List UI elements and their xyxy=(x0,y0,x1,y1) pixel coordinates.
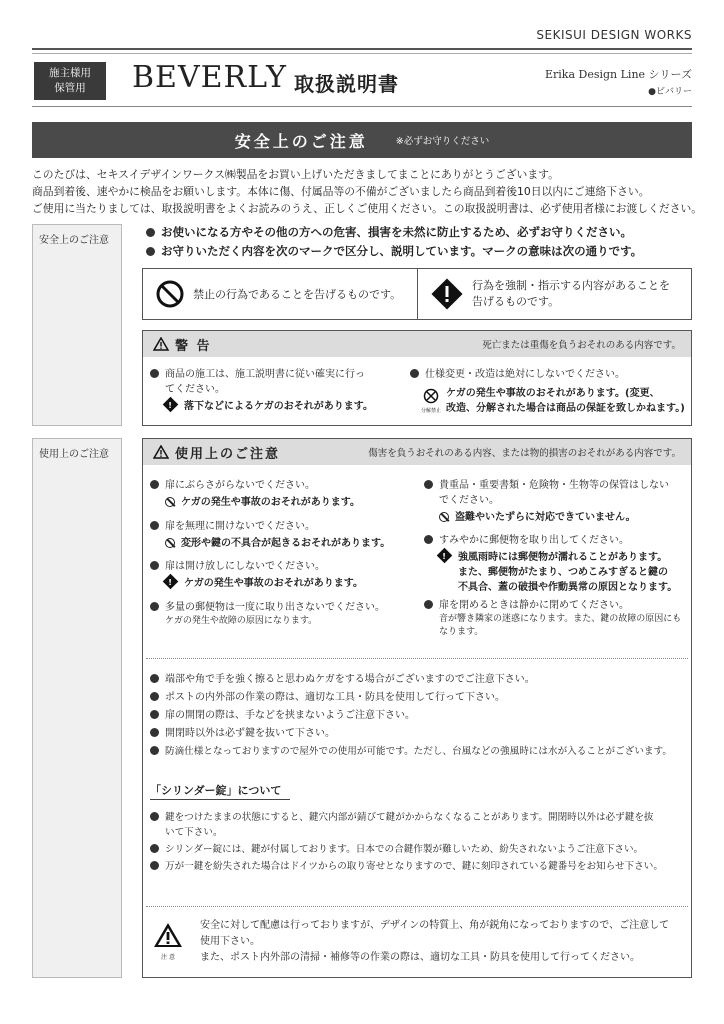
product-name: BEVERLY xyxy=(132,60,287,95)
item-text: 貴重品・重要書類・危険物・生物等の保管はしない xyxy=(439,480,669,491)
cylinder-item xyxy=(150,810,690,840)
warning-item-left xyxy=(150,367,373,414)
usage-item xyxy=(150,600,385,628)
item-text: でください。 xyxy=(439,495,499,506)
item-text: すみやかに郵便物を取り出してください。 xyxy=(439,535,629,546)
item-text: 扉を無理に開けないでください。 xyxy=(165,521,315,532)
warning-title: 警 告 xyxy=(175,338,212,354)
cylinder-lock-title: 「シリンダー錠」について xyxy=(150,784,282,797)
bullet-dot-icon xyxy=(150,674,159,683)
caution-triangle-icon xyxy=(153,445,169,459)
cylinder-title-underline xyxy=(150,799,290,800)
prohibit-text: 禁止の行為であることを告げるものです。 xyxy=(193,288,402,301)
item-subtext: 落下などによるケガのおそれがあります。 xyxy=(184,401,373,412)
header-rule xyxy=(32,48,692,50)
bullet-dot-icon xyxy=(150,480,159,489)
final-caution-text xyxy=(200,918,669,966)
usage-title: 使用上のご注意 xyxy=(175,446,281,462)
item-text: 多量の郵便物は一度に取り出さないでください。 xyxy=(165,602,385,613)
bullet-dot-icon xyxy=(150,602,159,611)
series-subname: ●ビバリー xyxy=(648,87,692,97)
side-label-usage xyxy=(32,438,122,978)
bullet-dot-icon xyxy=(424,600,433,609)
bullet-dot-icon xyxy=(146,247,155,256)
caution-line: 使用下さい。 xyxy=(200,936,260,947)
item-subtext: 音が響き隣家の迷惑になります。また、鍵の故障の原因にも xyxy=(439,614,682,624)
brand-name: SEKISUI DESIGN WORKS xyxy=(536,28,692,42)
dotted-divider xyxy=(146,906,688,907)
bullet-dot-icon xyxy=(150,561,159,570)
item-subtext: ケガの発生や事故のおそれがあります。 xyxy=(181,497,360,508)
bullet-dot-icon xyxy=(150,710,159,719)
bullet-dot-icon xyxy=(150,728,159,737)
bullet-dot-icon xyxy=(410,369,419,378)
usage-item xyxy=(150,478,360,510)
bullet-dot-icon xyxy=(424,535,433,544)
item-subtext: ケガの発生や故障の原因になります。 xyxy=(165,616,318,626)
item-text: 扉は開け放しにしないでください。 xyxy=(165,561,325,572)
owner-copy-tag xyxy=(34,62,106,100)
item-subtext: なります。 xyxy=(439,627,484,637)
series-name: Erika Design Line シリーズ xyxy=(544,68,692,81)
intro-text xyxy=(32,166,702,217)
bullet-dot-icon xyxy=(150,746,159,755)
mandatory-icon xyxy=(437,548,453,564)
item-text: ポストの内外部の作業の際は、適切な工具・防具を使用して行って下さい。 xyxy=(165,692,505,703)
banner-title: 安全上のご注意 xyxy=(234,131,368,151)
usage-desc: 傷害を負うおそれのある内容、または物的損害のおそれがある内容です。 xyxy=(368,448,681,459)
document-title: 取扱説明書 xyxy=(294,72,399,96)
bullet-dot-icon xyxy=(424,480,433,489)
item-subtext: 盗難やいたずらに対応できていません。 xyxy=(455,512,636,523)
bullet-dot-icon xyxy=(150,692,159,701)
prohibit-icon xyxy=(439,512,449,522)
item-subtext: また、郵便物がたまり、つめこみすぎると鍵の xyxy=(458,567,668,578)
header-bottom-rule xyxy=(32,106,692,107)
general-item xyxy=(150,672,690,687)
bullet-dot-icon xyxy=(150,844,159,853)
item-subtext: ケガの発生や事故のおそれがあります。(変更、 xyxy=(446,388,660,399)
bullet-dot-icon xyxy=(150,812,159,821)
general-item xyxy=(150,744,690,759)
warning-header xyxy=(143,331,691,357)
disassembly-prohibited-mark xyxy=(420,388,442,414)
bullet-dot-icon xyxy=(150,369,159,378)
usage-item xyxy=(150,519,390,551)
warning-triangle-icon xyxy=(153,337,169,351)
item-text: 商品の施工は、施工説明書に従い確実に行っ xyxy=(165,369,365,380)
intro-line: このたびは、セキスイデザインワークス㈱製品をお買い上げいただきましてまことにありがとうございます。 xyxy=(32,168,559,181)
item-subtext: 不具合、蓋の破損や作動異常の原因となります。 xyxy=(458,582,678,593)
item-text: 扉にぶらさがらないでください。 xyxy=(165,480,315,491)
mandatory-icon xyxy=(430,277,464,311)
item-text: てください。 xyxy=(165,384,225,395)
mandatory-text-line: 行為を強制・指示する内容があることを xyxy=(472,279,670,292)
icon-caption: 分解禁止 xyxy=(420,408,441,414)
bullet-text: お使いになる方やその他の方への危害、損害を未然に防止するため、必ずお守りください。 xyxy=(161,225,633,239)
tag-line-1: 施主様用 xyxy=(49,67,91,79)
side-label-safety xyxy=(32,224,122,426)
mandatory-text xyxy=(472,278,670,310)
bullet-dot-icon xyxy=(150,861,159,870)
mandatory-icon xyxy=(163,574,179,590)
mandatory-icon xyxy=(163,397,179,413)
safety-bullet-2 xyxy=(146,243,642,259)
tag-line-2: 保管用 xyxy=(54,82,86,94)
mandatory-text-line: 告げるものです。 xyxy=(472,295,560,308)
warning-desc: 死亡または重傷を負うおそれのある内容です。 xyxy=(482,340,681,351)
caution-line: また、ポスト内外部の清掃・補修等の作業の際は、適切な工具・防具を使用して行ってください。 xyxy=(200,952,640,963)
general-item xyxy=(150,708,690,723)
intro-line: 商品到着後、速やかに検品をお願いします。本体に傷、付属品等の不備がございましたら商品到着後10日以内にご連絡下さい。 xyxy=(32,185,650,198)
prohibit-icon xyxy=(155,279,185,309)
caution-icon xyxy=(153,922,183,948)
safety-bullet-1 xyxy=(146,224,632,240)
item-text: 仕様変更・改造は絶対にしないでください。 xyxy=(425,369,625,380)
item-text: 扉の開閉の際は、手などを挟まないようご注意下さい。 xyxy=(165,710,415,721)
dotted-divider xyxy=(146,658,688,659)
banner-note: ※必ずお守りください xyxy=(395,136,490,147)
general-item xyxy=(150,690,690,705)
item-text: 扉を閉めるときは静かに閉めてください。 xyxy=(439,600,629,611)
side-label-text: 使用上のご注意 xyxy=(39,449,109,460)
usage-item xyxy=(424,533,677,595)
prohibit-icon xyxy=(165,497,175,507)
usage-header xyxy=(143,439,691,465)
cylinder-item xyxy=(150,859,690,874)
usage-item xyxy=(424,478,669,525)
usage-item xyxy=(424,598,681,639)
bullet-text: お守りいただく内容を次のマークで区分し、説明しています。マークの意味は次の通りです。 xyxy=(161,244,643,258)
bullet-dot-icon xyxy=(150,521,159,530)
usage-item xyxy=(150,559,363,591)
item-text: 開閉時以外は必ず鍵を抜いて下さい。 xyxy=(165,728,335,739)
no-disassembly-icon xyxy=(423,388,439,404)
cylinder-item xyxy=(150,842,690,857)
item-text: 鍵をつけたままの状態にすると、鍵穴内部が錆びて鍵がかからなくなることがあります。開閉時以外は必ず鍵を抜 xyxy=(165,812,654,823)
item-subtext: 改造、分解された場合は商品の保証を致しかねます。) xyxy=(446,403,685,414)
safety-banner xyxy=(32,122,692,158)
icon-caption: 注 意 xyxy=(161,954,175,961)
item-text: 防滴仕様となっておりますので屋外での使用が可能です。ただし、台風などの強風時には水が入ることがございます。 xyxy=(165,746,672,757)
caution-mark xyxy=(150,922,186,961)
item-subtext: ケガの発生や事故のおそれがあります。 xyxy=(184,578,363,589)
warning-item-right xyxy=(410,367,625,382)
item-subtext: 強風雨時には郵便物が濡れることがあります。 xyxy=(458,552,668,563)
bullet-dot-icon xyxy=(146,228,155,237)
warning-right-subtext xyxy=(446,386,685,416)
header-rule-thin xyxy=(32,53,692,54)
item-text: 万が一鍵を紛失された場合はドイツからの取り寄せとなりますので、鍵に刻印されている鍵番号をお知らせ下さい。 xyxy=(165,861,663,872)
prohibit-icon xyxy=(165,538,175,548)
item-text: シリンダー錠には、鍵が付属しております。日本での合鍵作製が難しいため、紛失されないようご注意下さい。 xyxy=(165,844,644,855)
side-label-text: 安全上のご注意 xyxy=(39,235,109,246)
general-item xyxy=(150,726,690,741)
item-text: 端部や角で手を強く擦ると思わぬケガをする場合がございますのでご注意下さい。 xyxy=(165,674,535,685)
item-text: いて下さい。 xyxy=(165,827,223,838)
prohibit-mark-box xyxy=(142,268,418,320)
item-subtext: 変形や鍵の不具合が起きるおそれがあります。 xyxy=(181,538,391,549)
intro-line: ご使用に当たりましては、取扱説明書をよくお読みのうえ、正しくご使用ください。この取扱説明書は、必ず使用者様にお渡しください。 xyxy=(32,202,703,215)
mandatory-mark-box xyxy=(417,268,692,320)
caution-line: 安全に対して配慮は行っておりますが、デザインの特質上、角が鋭角になっておりますので、ご注意して xyxy=(200,920,670,931)
